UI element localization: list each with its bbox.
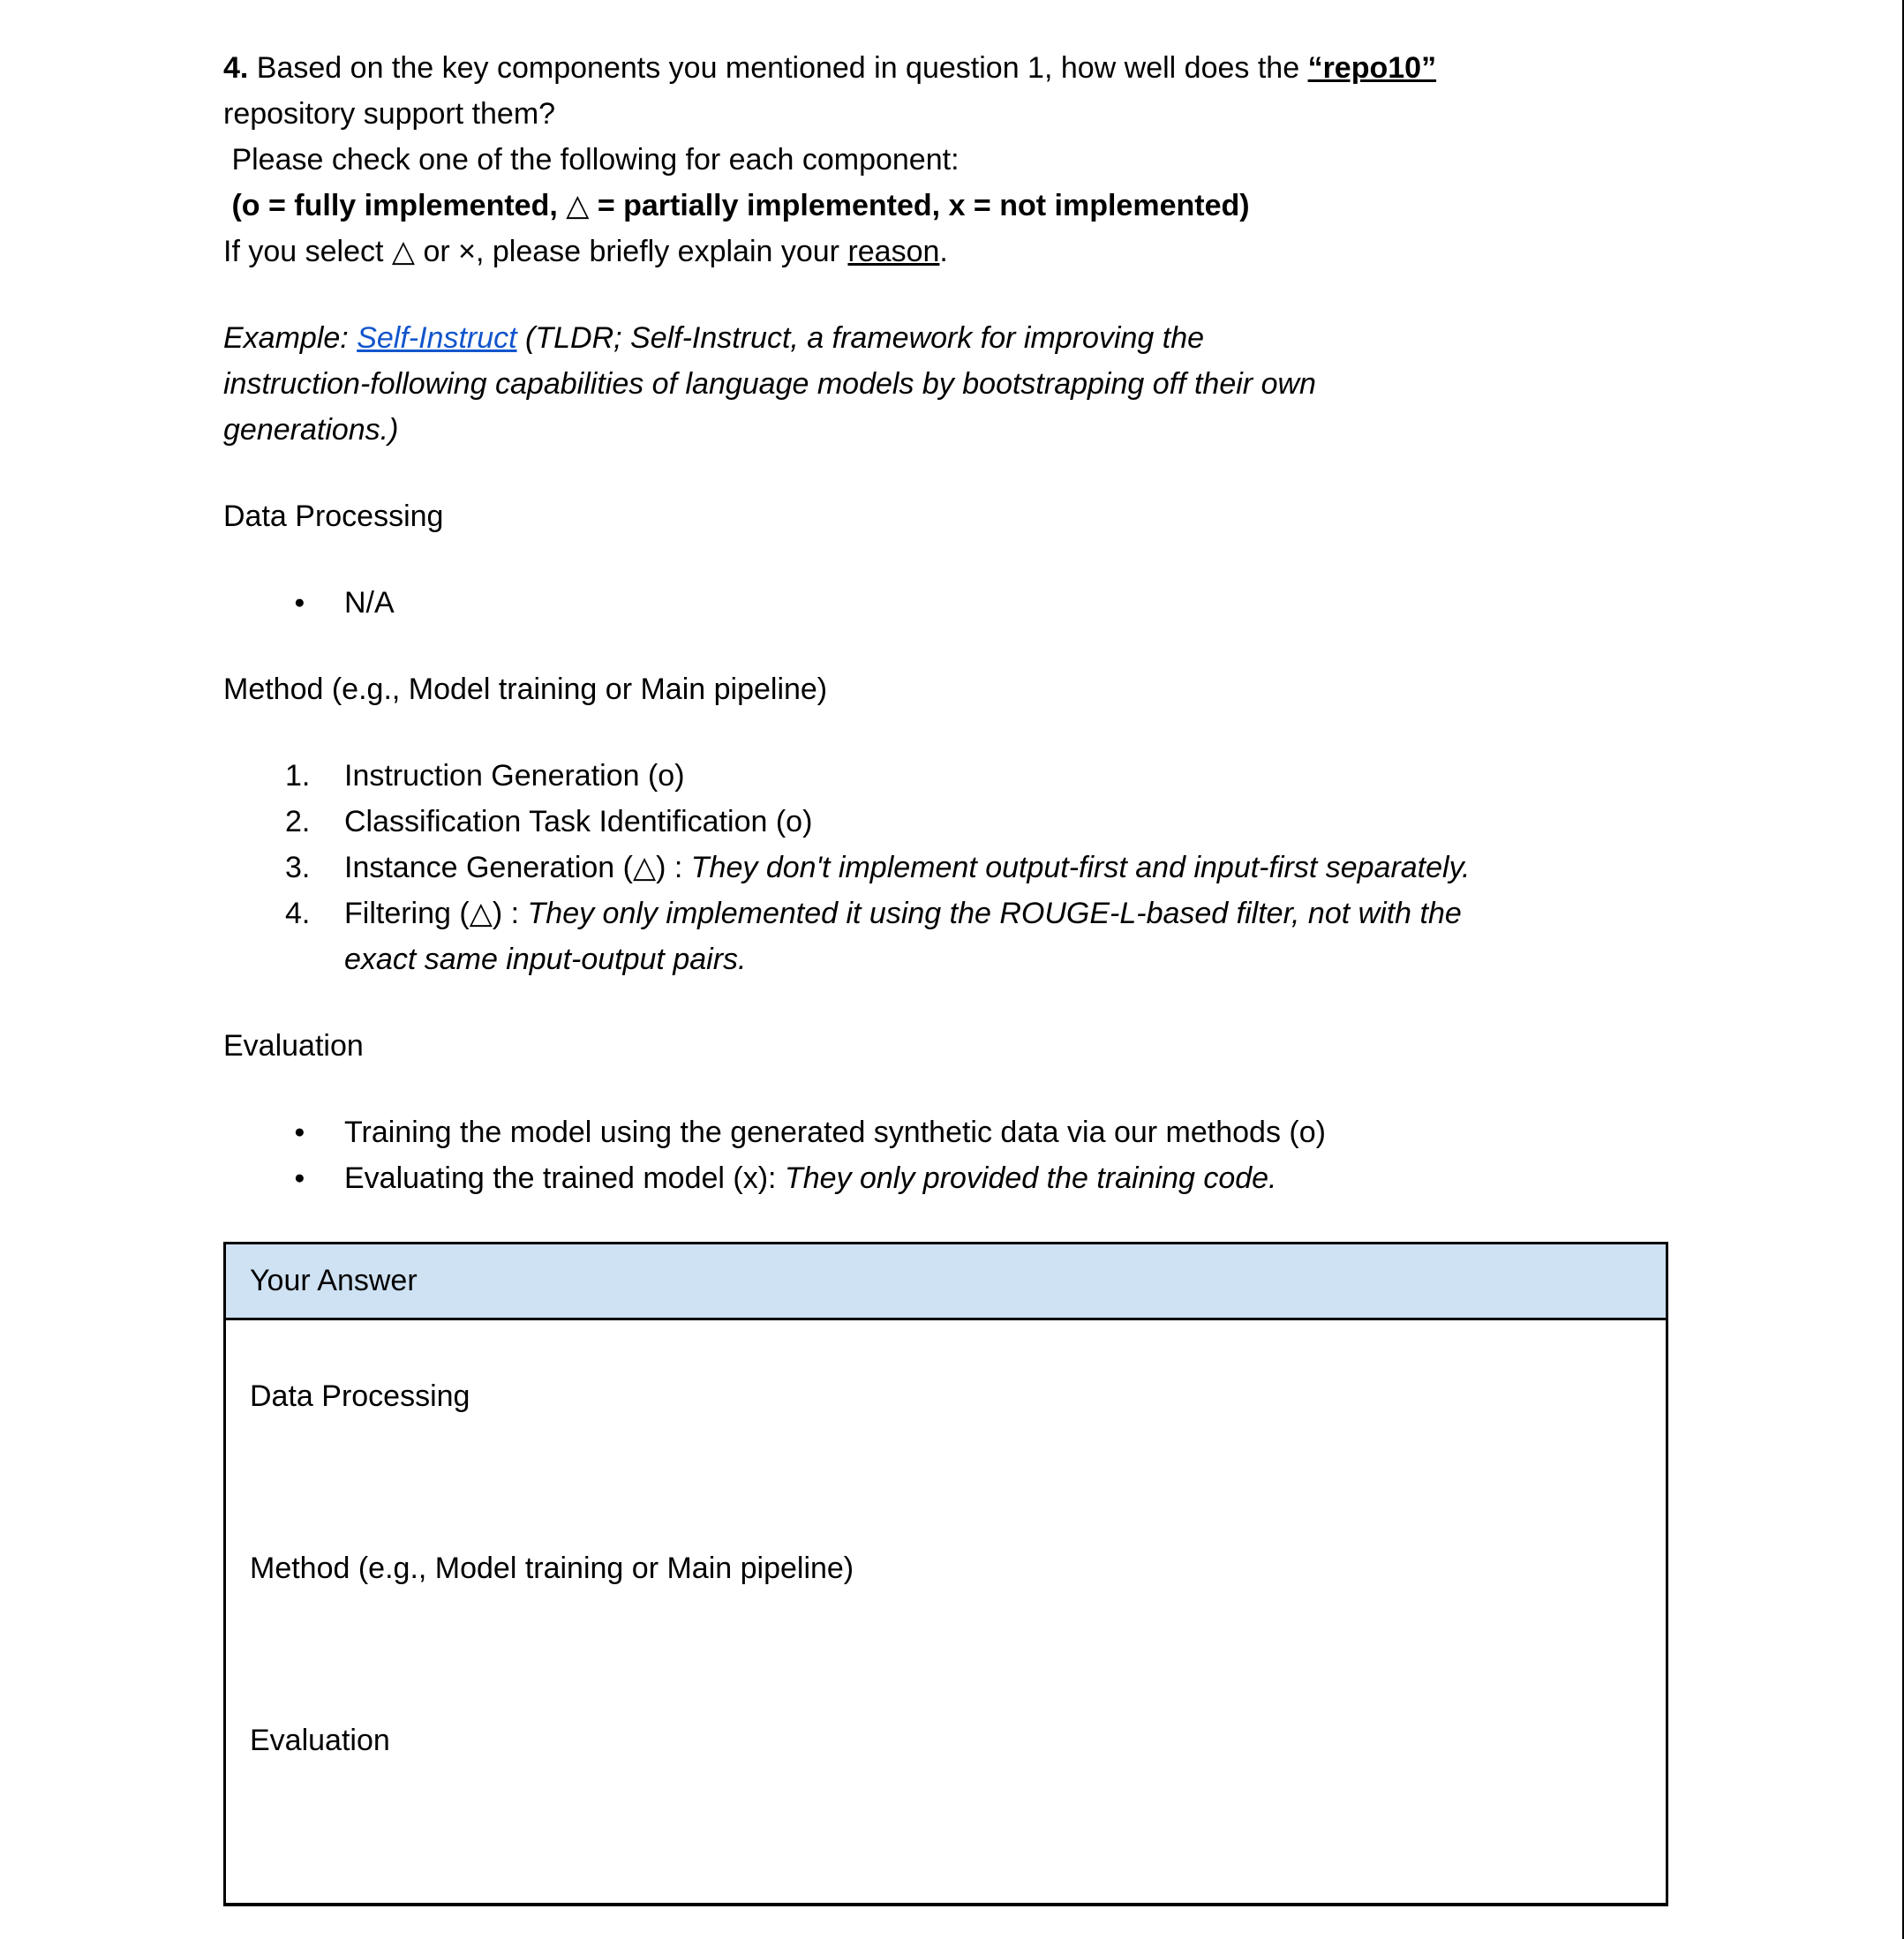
evaluation-heading-block [223,1023,1681,1069]
example-line-1 [223,315,1681,361]
evaluation-list [223,1109,1681,1201]
method-item-4-label: Filtering (△) : [344,897,528,930]
data-processing-heading-block [223,493,1681,539]
list-item [285,891,1681,982]
method-item-4-note-line-2: exact same input-output pairs. [344,943,747,976]
example-block [223,315,1681,453]
list-number: 2. [285,805,311,838]
check-instruction: Please check one of the following for each component: [223,143,960,177]
list-item [294,580,1681,626]
evaluation-heading: Evaluation [223,1029,364,1063]
answer-input-cell[interactable] [225,1319,1667,1905]
data-processing-list [223,580,1681,626]
example-line-3: generations.) [223,413,399,447]
list-item [285,845,1681,891]
method-item-4 [344,891,1681,982]
method-item-3-note: They don't implement output-first and input-first separately. [690,851,1471,884]
reason-instruction-text: If you select △ or ×, please briefly explain your [223,235,848,268]
legend-line: (o = fully implemented, △ = partially implemented, x = not implemented) [223,189,1250,222]
data-processing-heading: Data Processing [223,500,444,533]
method-item-3 [344,845,1681,891]
answer-table-body-row [225,1319,1667,1905]
answer-table-header-row [225,1244,1667,1319]
answer-row-method: Method (e.g., Model training or Main pipeline) [250,1552,854,1585]
evaluation-item-2-note: They only provided the training code. [784,1161,1277,1195]
question-text: Based on the key components you mentioned in question 1, how well does the [248,51,1308,85]
method-heading-block [223,666,1681,712]
example-prefix: Example: [223,321,357,355]
answer-row-evaluation: Evaluation [250,1724,390,1757]
method-list [223,753,1681,982]
bullet-icon: ● [294,1168,305,1188]
method-heading: Method (e.g., Model training or Main pipeline) [223,673,828,706]
reason-period: . [939,235,948,268]
evaluation-item-2 [344,1155,1681,1201]
method-item-4-note-line-1: They only implemented it using the ROUGE-L-based filter, not with the [527,897,1462,930]
bullet-icon: ● [294,1122,305,1142]
answer-row-data-processing: Data Processing [250,1379,470,1413]
method-item-2: Classification Task Identification (o) [344,805,813,838]
list-item [294,1155,1681,1201]
answer-table [223,1242,1668,1906]
question-4-line-2: repository support them? [223,97,556,131]
bullet-icon: ● [294,592,305,613]
self-instruct-link[interactable]: Self-Instruct [357,321,517,355]
reason-instruction [223,229,1681,274]
evaluation-item-2-label: Evaluating the trained model (x): [344,1161,785,1195]
question-number: 4. [223,51,249,85]
data-processing-na: N/A [344,586,395,620]
method-item-1: Instruction Generation (o) [344,759,685,793]
list-number: 4. [285,897,311,930]
question-4-block [223,45,1681,274]
question-4-line-1 [223,45,1681,91]
reason-word: reason [847,235,940,268]
list-item [294,1109,1681,1155]
list-number: 3. [285,851,311,884]
example-tldr-text: (TLDR; Self-Instruct, a framework for improving the [516,321,1205,355]
list-number: 1. [285,759,311,793]
answer-table-header-cell: Your Answer [225,1244,1667,1319]
example-line-2: instruction-following capabilities of language models by bootstrapping off their own [223,367,1316,401]
repo10-link[interactable]: “repo10” [1307,51,1437,85]
evaluation-item-1: Training the model using the generated synthetic data via our methods (o) [344,1116,1326,1149]
list-item [285,753,1681,799]
list-item [285,799,1681,845]
method-item-3-label: Instance Generation (△) : [344,851,691,884]
